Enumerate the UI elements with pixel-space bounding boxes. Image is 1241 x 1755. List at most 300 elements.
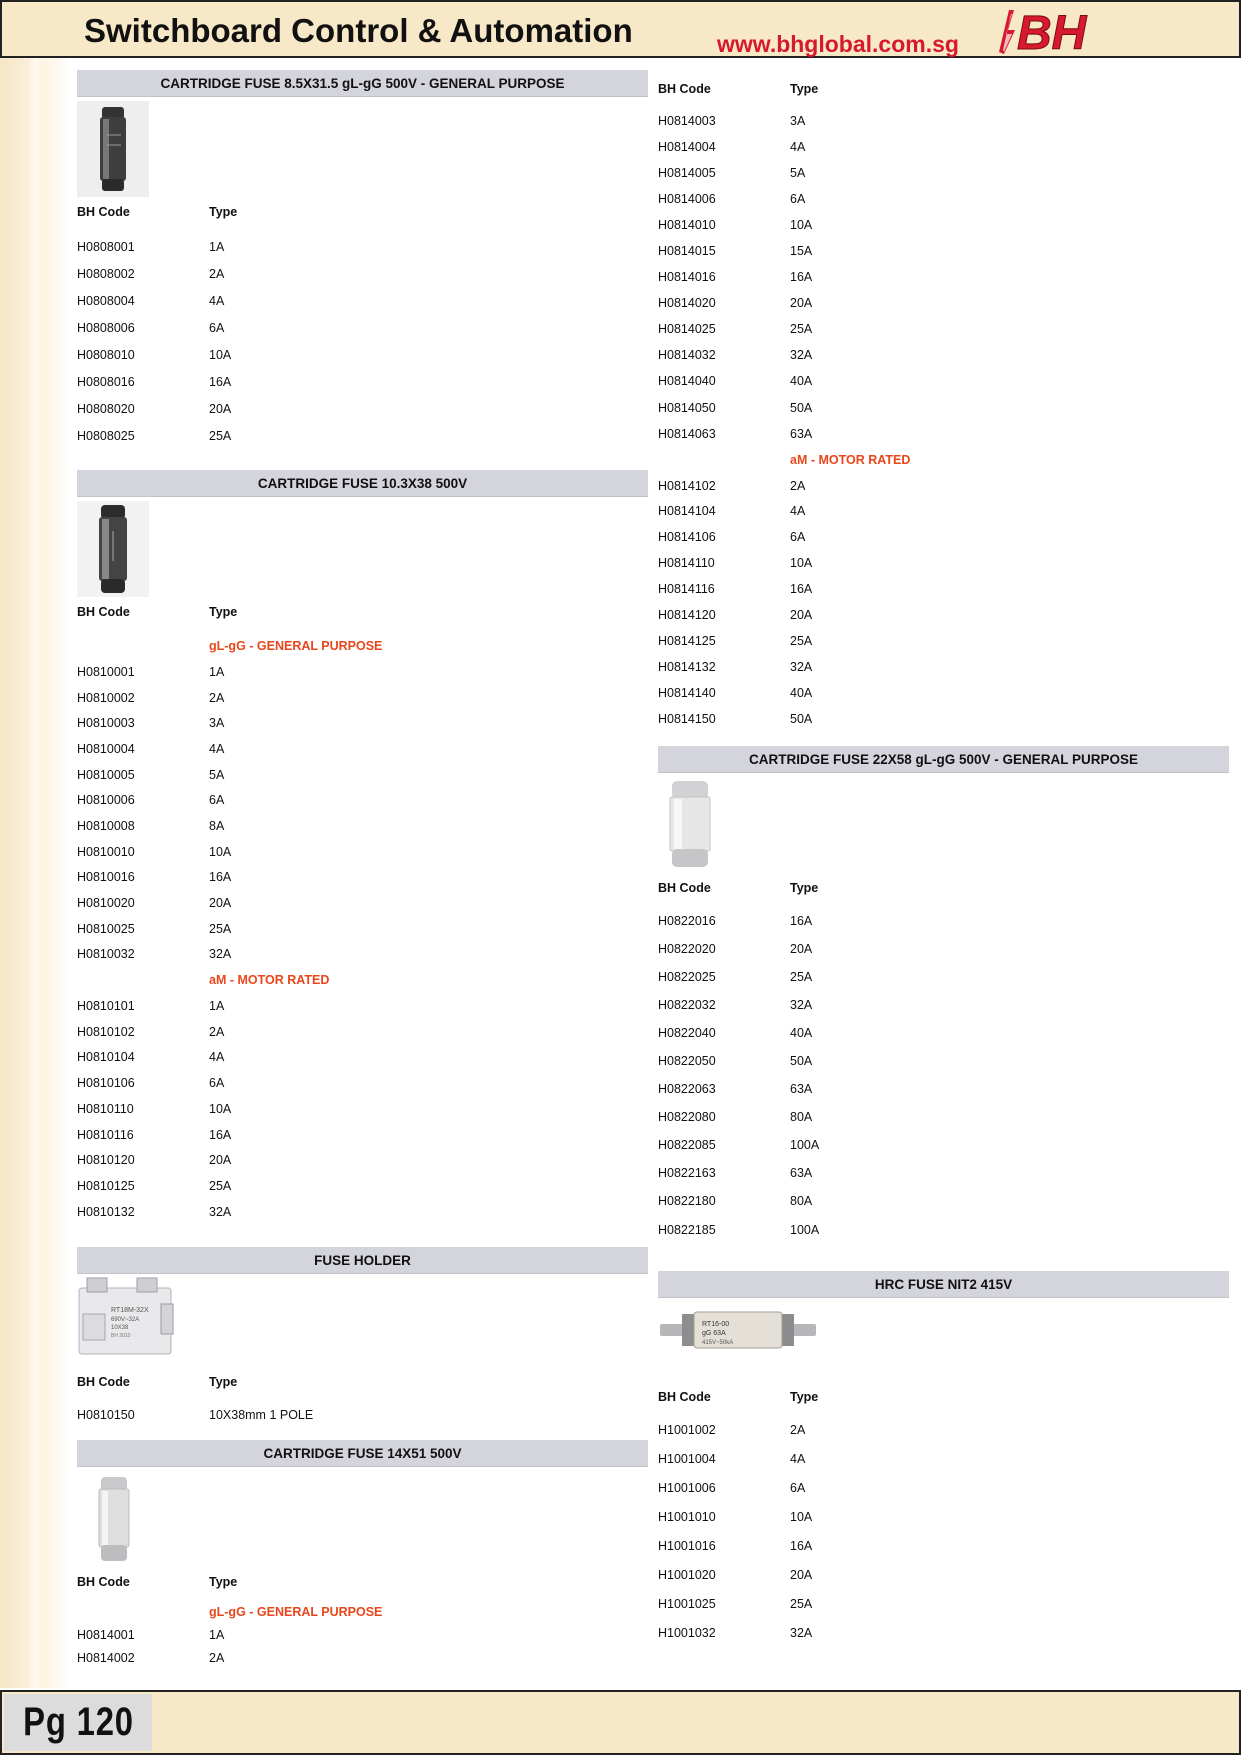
svg-text:BH: BH (1017, 7, 1087, 56)
table-header (658, 873, 1229, 903)
fuse-type: 4A (790, 504, 806, 519)
bh-code: H0814104 (658, 504, 716, 519)
bh-code: H0808010 (77, 348, 135, 362)
bh-code: H0814003 (658, 114, 716, 129)
column-header-code: BH Code (77, 1375, 130, 1389)
decorative-left-highlight (28, 58, 42, 1688)
column-header-type: Type (790, 881, 819, 895)
table-row (658, 1216, 1229, 1244)
subheading-label: aM - MOTOR RATED (209, 973, 330, 988)
fuse-type: 2A (209, 1650, 225, 1665)
table-row (658, 1159, 1229, 1187)
svg-text:BH 2010: BH 2010 (111, 1333, 131, 1339)
website-link[interactable]: www.bhglobal.com.sg (717, 31, 959, 57)
product-image-area (77, 497, 648, 597)
cartridge-fuse-image (658, 777, 718, 873)
table-row (77, 890, 648, 916)
bh-code: H0822080 (658, 1110, 716, 1125)
table-row (658, 160, 1229, 186)
fuse-type: 10A (790, 1510, 813, 1525)
table-row (658, 1618, 1229, 1647)
fuse-type: 25A (790, 322, 813, 337)
fuse-type: 16A (790, 582, 813, 597)
table-row (77, 736, 648, 762)
table-row (77, 1122, 648, 1148)
subheading-general-purpose (77, 1601, 648, 1623)
fuse-type: 63A (790, 426, 813, 441)
product-list (658, 108, 1229, 447)
page-footer (0, 1690, 1241, 1755)
column-header-type: Type (790, 82, 819, 96)
section-fuse-22x58 (658, 746, 1229, 1244)
table-row (658, 342, 1229, 368)
table-row (658, 680, 1229, 706)
bh-code: H0810116 (77, 1127, 134, 1142)
table-row (77, 1402, 648, 1428)
product-list (658, 907, 1229, 1244)
table-row (658, 238, 1229, 264)
table-row (658, 134, 1229, 160)
table-row (658, 473, 1229, 499)
table-row (77, 342, 648, 369)
fuse-type: 2A (209, 690, 225, 705)
table-row (77, 839, 648, 865)
table-row (658, 1131, 1229, 1159)
column-header-code: BH Code (658, 1390, 711, 1404)
column-header-type: Type (209, 1375, 238, 1389)
fuse-type: 2A (790, 478, 806, 493)
subheading-motor-rated (658, 447, 1229, 473)
table-row (658, 602, 1229, 628)
bh-code: H0822163 (658, 1166, 716, 1181)
fuse-type: 32A (790, 659, 813, 674)
section-hrc-fuse (658, 1271, 1229, 1647)
fuse-type: 4A (790, 140, 806, 155)
bh-code: H0808016 (77, 374, 135, 389)
fuse-type: 50A (790, 711, 813, 726)
page-number-box (4, 1694, 152, 1751)
product-image-area (658, 1298, 1229, 1382)
cartridge-fuse-image (77, 101, 149, 197)
section-title: CARTRIDGE FUSE 14X51 500V (77, 1440, 648, 1467)
table-header (77, 1567, 648, 1597)
bh-code: H0808025 (77, 428, 135, 443)
table-row (658, 108, 1229, 134)
fuse-type: 10A (790, 556, 813, 571)
fuse-type: 6A (790, 530, 806, 545)
fuse-type: 20A (209, 1153, 232, 1168)
subheading-label: gL-gG - GENERAL PURPOSE (209, 639, 383, 653)
table-row (658, 368, 1229, 394)
table-row (77, 234, 648, 261)
table-row (658, 212, 1229, 238)
bh-code: H0814040 (658, 374, 716, 389)
bh-code: H0822185 (658, 1222, 716, 1237)
table-row (77, 813, 648, 839)
table-row (658, 1047, 1229, 1075)
page-number: Pg 120 (22, 1700, 134, 1744)
table-row (77, 710, 648, 736)
bh-code: H0810010 (77, 844, 135, 859)
bh-code: H0808020 (77, 401, 135, 416)
bh-code: H0814132 (658, 659, 716, 674)
table-row (77, 315, 648, 342)
table-row (658, 1560, 1229, 1589)
section-fuse-holder (77, 1247, 648, 1428)
fuse-type: 25A (209, 921, 232, 936)
fuse-type: 10A (209, 1101, 232, 1116)
subheading-label: aM - MOTOR RATED (790, 452, 911, 467)
fuse-type: 2A (790, 1423, 806, 1438)
fuse-type: 15A (790, 244, 813, 259)
bh-code: H0814016 (658, 270, 716, 285)
bh-code: H1001025 (658, 1596, 716, 1611)
bh-code: H0810003 (77, 716, 135, 731)
bh-code: H0814050 (658, 400, 716, 415)
bh-code: H0814110 (658, 556, 715, 571)
bh-code: H0814010 (658, 218, 716, 233)
fuse-type: 25A (790, 633, 813, 648)
fuse-type: 50A (790, 1054, 813, 1069)
fuse-type: 3A (790, 114, 806, 129)
product-list (77, 993, 648, 1224)
column-header-type: Type (209, 605, 238, 619)
bh-code: H0814002 (77, 1650, 135, 1665)
fuse-type: 20A (790, 296, 813, 311)
fuse-type: 16A (790, 914, 813, 929)
bh-code: H0822020 (658, 942, 716, 957)
table-row (658, 576, 1229, 602)
bh-code: H0814116 (658, 582, 715, 597)
bh-code: H1001010 (658, 1510, 716, 1525)
fuse-type: 2A (209, 267, 225, 282)
table-row (658, 991, 1229, 1019)
fuse-type: 63A (790, 1166, 813, 1181)
table-row (658, 1075, 1229, 1103)
fuse-type: 6A (209, 793, 225, 808)
table-header (658, 1382, 1229, 1412)
section-title: FUSE HOLDER (77, 1247, 648, 1274)
fuse-type: 5A (209, 767, 225, 782)
table-row (658, 1474, 1229, 1503)
table-row (658, 186, 1229, 212)
table-header (77, 197, 648, 227)
fuse-type: 4A (209, 741, 225, 756)
cartridge-fuse-image (77, 1471, 149, 1567)
fuse-type: 80A (790, 1110, 813, 1125)
page-header (0, 0, 1241, 58)
bh-code: H0810008 (77, 818, 135, 833)
table-row (77, 261, 648, 288)
fuse-type: 25A (209, 1178, 232, 1193)
fuse-type: 6A (790, 192, 806, 207)
fuse-type: 6A (790, 1481, 806, 1496)
table-row (658, 1416, 1229, 1445)
table-row (658, 1103, 1229, 1131)
section-title: CARTRIDGE FUSE 10.3X38 500V (77, 470, 648, 497)
fuse-type: 10A (209, 348, 232, 362)
bh-code: H1001016 (658, 1539, 716, 1553)
bh-code: H0810016 (77, 870, 135, 885)
table-row (658, 524, 1229, 550)
fuse-type: 32A (790, 998, 813, 1013)
table-row (658, 706, 1229, 732)
table-row (658, 654, 1229, 680)
bh-code: H0810002 (77, 690, 135, 705)
fuse-type: 6A (209, 1076, 225, 1091)
bh-code: H0822032 (658, 998, 716, 1013)
fuse-type: 25A (790, 970, 813, 985)
table-row (77, 865, 648, 891)
table-row (77, 1019, 648, 1045)
column-header-type: Type (209, 1575, 238, 1589)
table-row (77, 1199, 648, 1225)
bh-code: H0810104 (77, 1050, 135, 1065)
bh-code: H0822040 (658, 1026, 716, 1041)
bh-code: H0814032 (658, 348, 716, 363)
column-header-code: BH Code (658, 82, 711, 96)
bh-code: H0814140 (658, 685, 716, 700)
bh-code: H0808001 (77, 240, 135, 255)
table-header (77, 597, 648, 627)
bh-code: H0810004 (77, 741, 135, 756)
svg-text:RT16-00: RT16-00 (702, 1321, 730, 1328)
fuse-type: 40A (790, 1026, 813, 1041)
fuse-type: 1A (209, 999, 225, 1014)
section-fuse-14x51-continued (658, 76, 1229, 732)
product-list (77, 234, 648, 449)
product-list (77, 1402, 648, 1428)
table-row (658, 1532, 1229, 1561)
bh-code: H1001004 (658, 1452, 716, 1467)
fuse-type: 32A (790, 348, 813, 363)
table-row (658, 316, 1229, 342)
bh-code: H1001020 (658, 1567, 716, 1582)
fuse-type: 32A (790, 1625, 813, 1640)
table-row (658, 395, 1229, 421)
fuse-type: 100A (790, 1222, 820, 1237)
table-row (658, 264, 1229, 290)
table-row (77, 1070, 648, 1096)
fuse-type: 1A (209, 664, 225, 679)
cartridge-fuse-image (77, 501, 149, 597)
fuse-type: 40A (790, 374, 813, 389)
product-list (658, 473, 1229, 732)
fuse-type: 16A (790, 270, 813, 285)
table-row (77, 685, 648, 711)
svg-text:gG 63A: gG 63A (702, 1330, 726, 1337)
table-row (658, 1589, 1229, 1618)
bh-code: H0822180 (658, 1194, 716, 1209)
table-row (77, 762, 648, 788)
bh-code: H0822025 (658, 970, 716, 985)
fuse-type: 20A (209, 896, 232, 911)
table-row (658, 550, 1229, 576)
fuse-type: 4A (209, 294, 225, 309)
fuse-type: 25A (209, 428, 232, 443)
product-image-area (77, 97, 648, 197)
fuse-type: 20A (209, 401, 232, 416)
fuse-type: 5A (790, 166, 806, 181)
bh-code: H0808006 (77, 321, 135, 336)
fuse-type: 8A (209, 818, 225, 833)
product-image-area (658, 773, 1229, 873)
svg-text:10X38: 10X38 (111, 1325, 129, 1331)
bh-code: H0810110 (77, 1101, 134, 1116)
table-row (77, 993, 648, 1019)
table-row (658, 1187, 1229, 1215)
table-row (658, 628, 1229, 654)
table-row (658, 1445, 1229, 1474)
bh-code: H0810150 (77, 1408, 135, 1422)
svg-text:RT18M-32X: RT18M-32X (111, 1307, 149, 1314)
table-row (77, 1096, 648, 1122)
fuse-type: 50A (790, 400, 813, 415)
page-title: Switchboard Control & Automation (84, 12, 633, 49)
table-row (77, 1623, 648, 1646)
fuse-type: 25A (790, 1596, 813, 1611)
table-header (658, 76, 1229, 102)
bh-code: H0822063 (658, 1082, 716, 1097)
bh-code: H1001032 (658, 1625, 716, 1640)
table-row (658, 1503, 1229, 1532)
product-list (77, 1623, 648, 1669)
table-row (77, 1147, 648, 1173)
fuse-type: 1A (209, 1627, 225, 1642)
bh-code: H0814150 (658, 711, 716, 726)
section-title: CARTRIDGE FUSE 8.5X31.5 gL-gG 500V - GENERAL PURPOSE (77, 70, 648, 97)
fuse-holder-image (77, 1274, 174, 1362)
column-header-code: BH Code (658, 881, 711, 895)
fuse-type: 10X38mm 1 POLE (209, 1408, 314, 1422)
bh-code: H0814015 (658, 244, 716, 259)
bh-code: H1001002 (658, 1423, 716, 1438)
bh-code: H0814025 (658, 322, 716, 337)
table-row (77, 288, 648, 315)
product-image-area (77, 1467, 648, 1567)
bh-code: H0814006 (658, 192, 716, 207)
bh-code: H0808004 (77, 294, 135, 309)
bh-code: H0810101 (77, 999, 135, 1014)
bh-code: H0810020 (77, 896, 135, 911)
section-fuse-10-3x38 (77, 470, 648, 1224)
column-header-code: BH Code (77, 1575, 130, 1589)
subheading-label: gL-gG - GENERAL PURPOSE (209, 1605, 383, 1619)
subheading-general-purpose (77, 633, 648, 659)
section-title: CARTRIDGE FUSE 22X58 gL-gG 500V - GENERAL PURPOSE (658, 746, 1229, 773)
table-row (77, 942, 648, 968)
bh-code: H0810001 (77, 664, 135, 679)
svg-text:415V~50kA: 415V~50kA (702, 1340, 734, 1346)
bh-code: H0810125 (77, 1178, 135, 1193)
column-header-type: Type (209, 205, 238, 219)
table-row (77, 422, 648, 449)
fuse-type: 16A (209, 1127, 232, 1142)
table-row (658, 499, 1229, 525)
fuse-type: 4A (209, 1050, 225, 1065)
table-row (77, 395, 648, 422)
bh-code: H0814004 (658, 140, 716, 155)
table-row (658, 935, 1229, 963)
bh-logo-icon (995, 4, 1095, 56)
hrc-fuse-image (658, 1304, 818, 1358)
table-row (658, 963, 1229, 991)
bh-code: H0814106 (658, 530, 716, 545)
fuse-type: 6A (209, 321, 225, 336)
fuse-type: 3A (209, 716, 225, 731)
table-header (77, 1367, 648, 1397)
table-row (77, 1045, 648, 1071)
section-fuse-14x51 (77, 1440, 648, 1669)
table-row (77, 787, 648, 813)
fuse-type: 16A (790, 1539, 813, 1553)
bh-code: H0810006 (77, 793, 135, 808)
fuse-type: 4A (790, 1452, 806, 1467)
bh-code: H0810106 (77, 1076, 135, 1091)
svg-text:690V~32A: 690V~32A (111, 1317, 140, 1323)
table-row (658, 290, 1229, 316)
bh-code: H0814005 (658, 166, 716, 181)
bh-code: H0822050 (658, 1054, 716, 1069)
fuse-type: 10A (209, 844, 232, 859)
bh-code: H0814063 (658, 426, 716, 441)
bh-code: H0810132 (77, 1204, 135, 1219)
bh-code: H0810102 (77, 1024, 135, 1039)
fuse-type: 40A (790, 685, 813, 700)
bh-code: H0810005 (77, 767, 135, 782)
fuse-type: 80A (790, 1194, 813, 1209)
product-list (658, 1416, 1229, 1647)
fuse-type: 1A (209, 240, 225, 255)
column-header-code: BH Code (77, 605, 130, 619)
table-row (77, 368, 648, 395)
table-row (77, 659, 648, 685)
bh-code: H0814020 (658, 296, 716, 311)
fuse-type: 20A (790, 1567, 813, 1582)
fuse-type: 20A (790, 942, 813, 957)
table-row (77, 1646, 648, 1669)
bh-code: H0822085 (658, 1138, 716, 1153)
bh-code: H0814120 (658, 608, 716, 622)
bh-code: H1001006 (658, 1481, 716, 1496)
fuse-type: 100A (790, 1138, 820, 1153)
bh-code: H0810032 (77, 947, 135, 962)
fuse-type: 32A (209, 947, 232, 962)
fuse-type: 10A (790, 218, 813, 233)
bh-code: H0814125 (658, 633, 716, 648)
fuse-type: 16A (209, 870, 232, 885)
bh-code: H0814001 (77, 1627, 135, 1642)
section-fuse-8-5x31-5 (77, 70, 648, 449)
table-row (658, 907, 1229, 935)
fuse-type: 16A (209, 374, 232, 389)
product-image-area (77, 1274, 648, 1362)
column-header-type: Type (790, 1390, 819, 1404)
bh-code: H0808002 (77, 267, 135, 282)
fuse-type: 63A (790, 1082, 813, 1097)
fuse-type: 32A (209, 1204, 232, 1219)
bh-code: H0814102 (658, 478, 716, 493)
table-row (658, 421, 1229, 447)
subheading-motor-rated (77, 967, 648, 993)
bh-code: H0810120 (77, 1153, 135, 1168)
fuse-type: 2A (209, 1024, 225, 1039)
product-list (77, 659, 648, 967)
fuse-type: 20A (790, 608, 813, 622)
column-header-code: BH Code (77, 205, 130, 219)
bh-code: H0810025 (77, 921, 135, 936)
table-row (77, 916, 648, 942)
